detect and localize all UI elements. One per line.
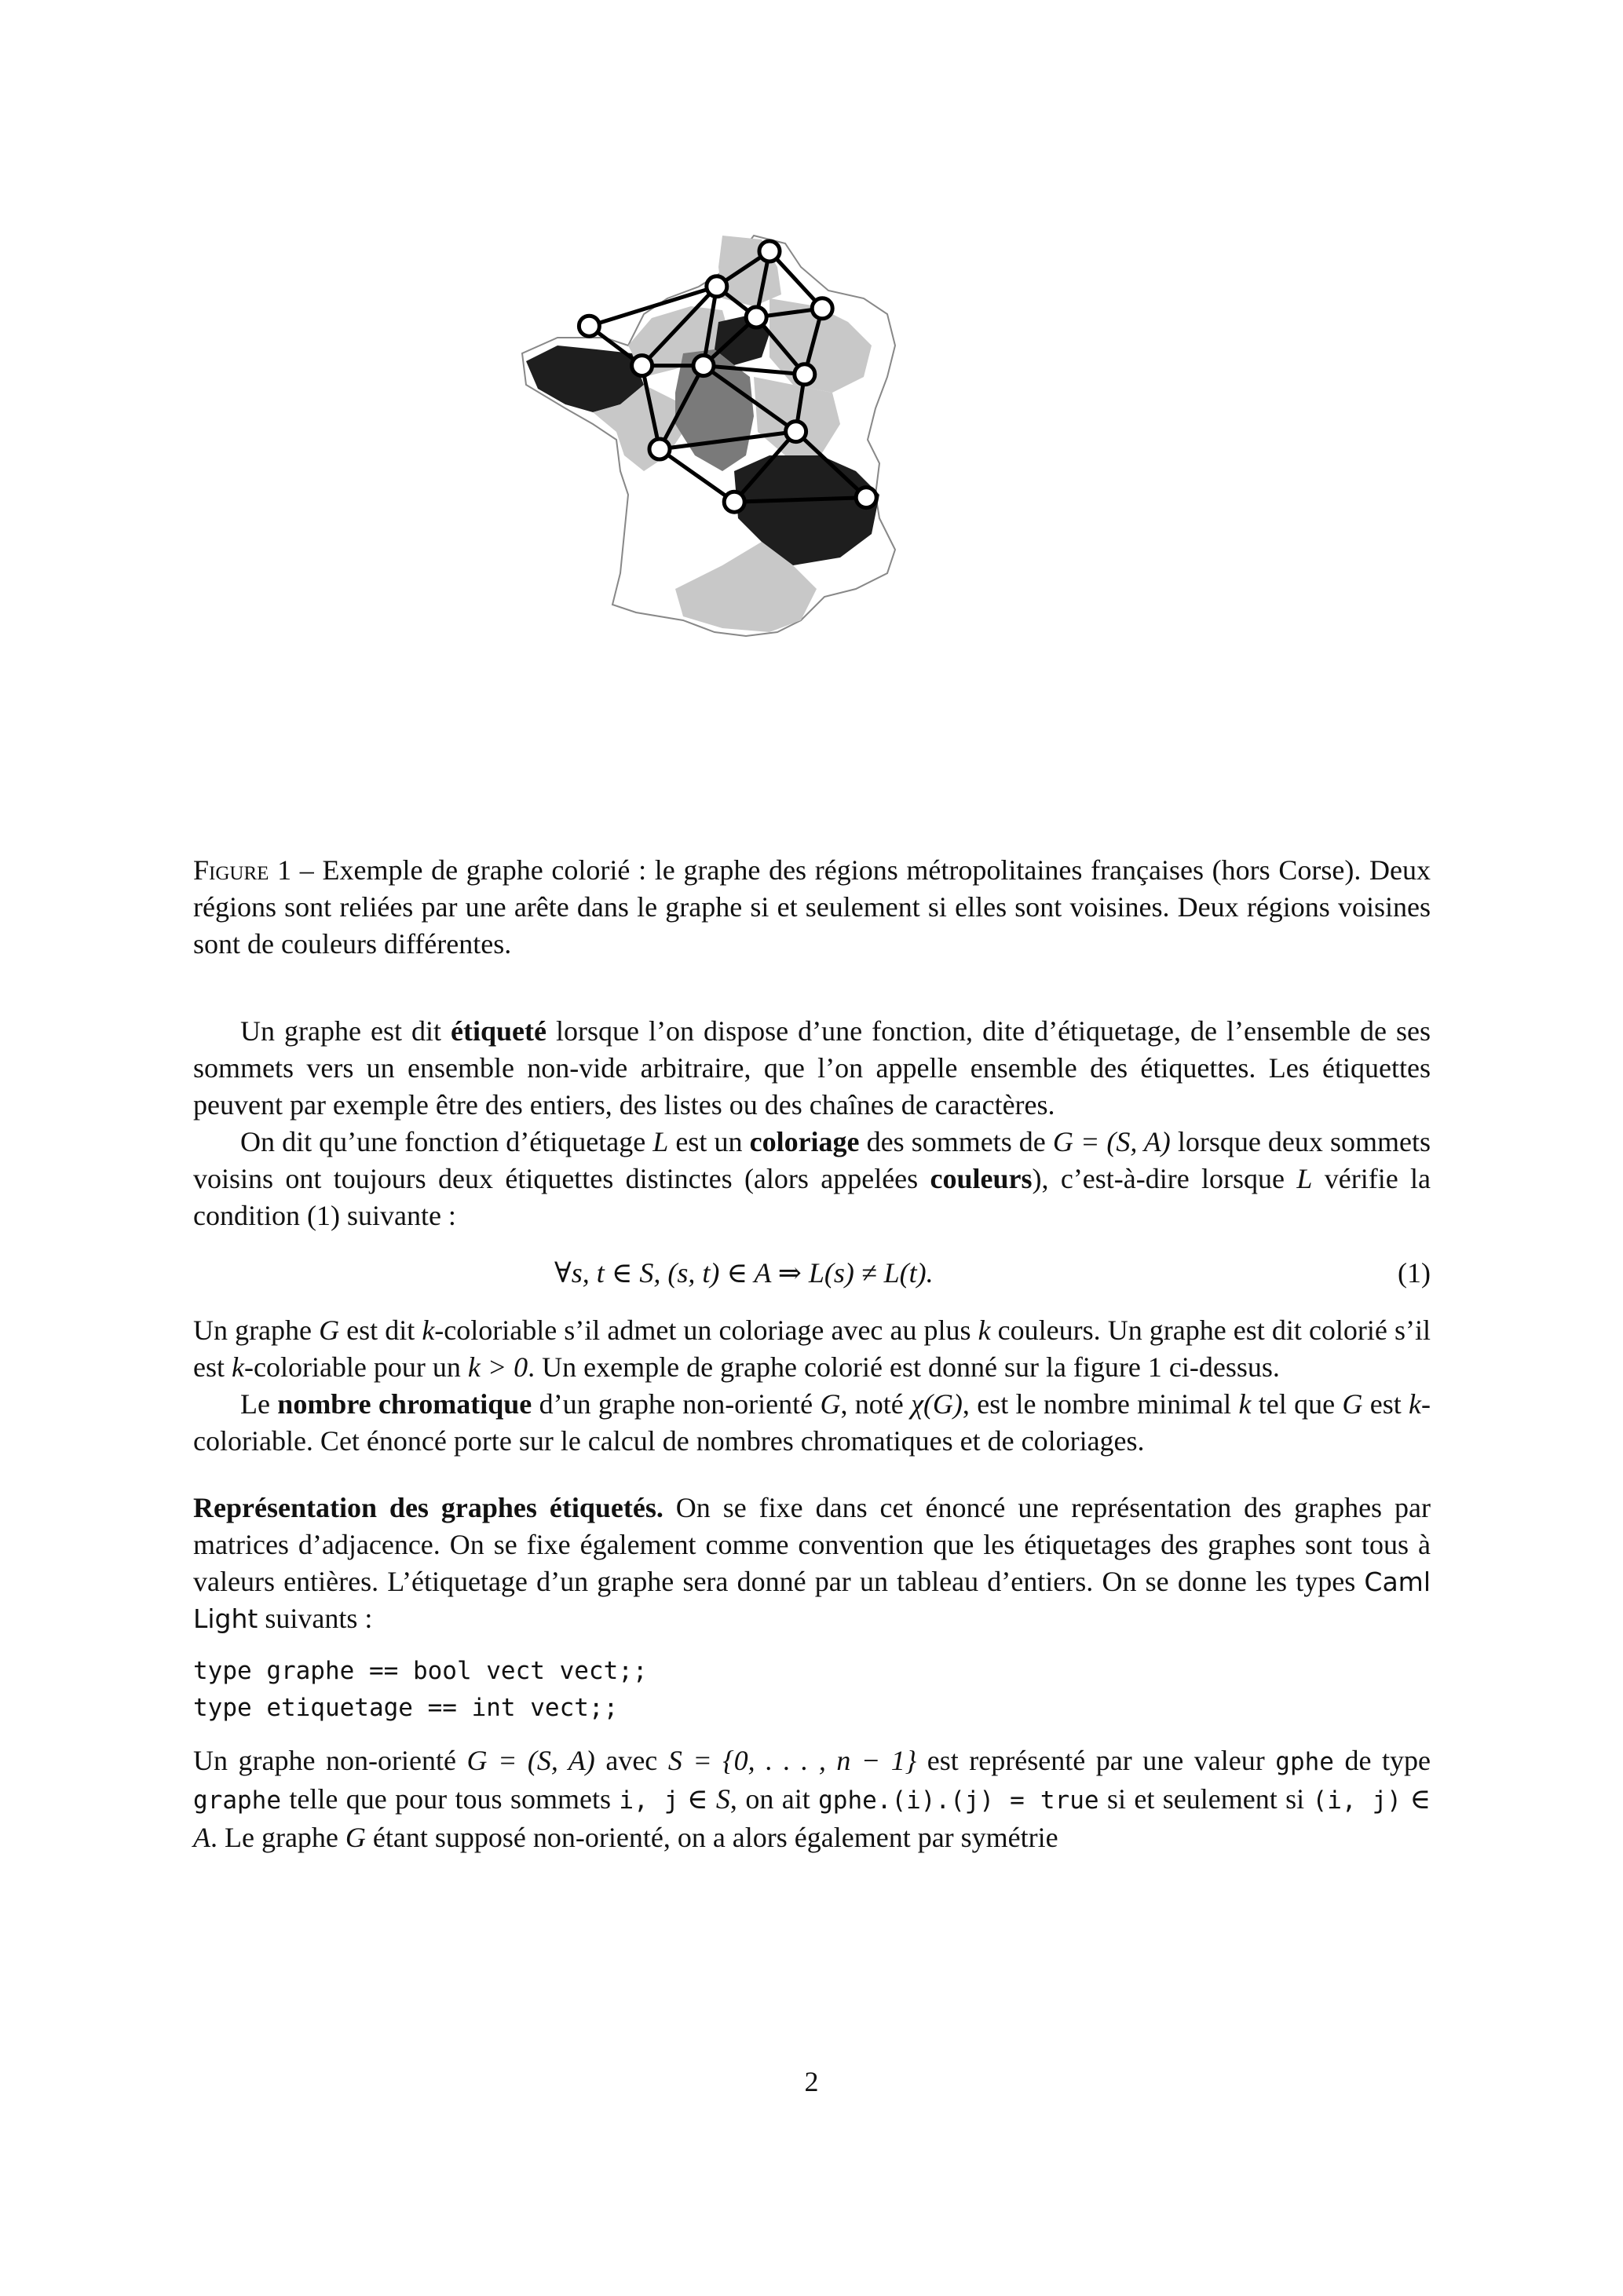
text-run: -coloriable. Cet énoncé porte sur le calcul de nombres chromatiques et de coloriages. [193, 1388, 1431, 1457]
text-run: -coloriable pour un [243, 1351, 468, 1383]
graph-node [812, 298, 832, 319]
language-name: Caml Light [193, 1567, 1431, 1634]
graph-node [759, 241, 780, 261]
text-run: est dit [339, 1314, 422, 1346]
text-run: . Le graphe [210, 1822, 345, 1853]
text-run: On se fixe dans cet énoncé une représentation des graphes par matrices d’adjacence. On se fixe également comme convention que les étiquetages des graphes sont tous à valeurs entières. L’étiquetage d’un graphe sera donné par un tableau d’entiers. On se donne les types [193, 1492, 1431, 1597]
text-run: , noté [840, 1388, 912, 1420]
math-chi: χ(G) [911, 1388, 963, 1420]
text-run: ∈ [678, 1783, 716, 1815]
math-G: G [319, 1314, 340, 1346]
graph-node [786, 422, 806, 442]
graph-node [579, 316, 599, 336]
text-run: tel que [1251, 1388, 1343, 1420]
bold-term-nombre-chromatique: nombre chromatique [277, 1388, 532, 1420]
math-k: k [232, 1351, 244, 1383]
text-run: vérifie la condition (1) suivante : [193, 1163, 1431, 1231]
text-run: des sommets de [859, 1126, 1053, 1157]
code-pair: (i, j) [1312, 1786, 1402, 1815]
text-run: Un graphe est dit [240, 1015, 451, 1047]
text-run: est [1362, 1388, 1409, 1420]
code-ij: i, j [619, 1786, 679, 1815]
france-map-graph [518, 220, 1036, 738]
text-run: étant supposé non-orienté, on a alors également par symétrie [365, 1822, 1058, 1853]
text-run: On dit qu’une fonction d’étiquetage [240, 1126, 653, 1157]
body-text [193, 1013, 1431, 1856]
paragraph-nombre-chromatique [193, 1386, 1431, 1460]
text-run: suivants : [258, 1603, 373, 1634]
text-run: ∈ [1401, 1783, 1431, 1815]
text-run: ), c’est-à-dire lorsque [1032, 1163, 1297, 1194]
text-run: d’un graphe non-orienté [532, 1388, 821, 1420]
section-title: Représentation des graphes étiquetés. [193, 1492, 663, 1523]
text-run: est un [668, 1126, 750, 1157]
math-G: G [820, 1388, 841, 1420]
graph-node [707, 276, 727, 297]
text-run: si et seulement si [1098, 1783, 1313, 1815]
text-run: avec [594, 1745, 668, 1776]
math-k: k [978, 1314, 991, 1346]
paragraph-etiquete [193, 1013, 1431, 1124]
bold-term-couleurs: couleurs [930, 1163, 1033, 1194]
text-run: de type [1333, 1745, 1431, 1776]
math-G: G [1342, 1388, 1363, 1420]
math-k-positive: k > 0 [467, 1351, 528, 1383]
math-S-set: S = {0, . . . , n − 1} [667, 1745, 917, 1776]
figure-label: Figure 1 [193, 854, 292, 886]
figure-caption [193, 852, 1431, 963]
paragraph-representation [193, 1742, 1431, 1856]
graph-node [795, 364, 815, 385]
text-run: couleurs. Un graphe est dit colorié s’il est [193, 1314, 1431, 1383]
text-run: Un graphe [193, 1314, 320, 1346]
equation-1 [193, 1255, 1431, 1292]
equation-text: ∀s, t ∈ S, (s, t) ∈ A ⇒ L(s) ≠ L(t). [554, 1257, 934, 1289]
math-A: A [193, 1822, 210, 1853]
graph-node [724, 492, 744, 512]
graph-node [632, 356, 652, 376]
page-number: 2 [804, 2066, 819, 2097]
code-graphe: graphe [193, 1786, 281, 1815]
france-regions-graph-figure [518, 220, 1036, 738]
graph-node [649, 439, 670, 459]
paragraph-coloriage [193, 1124, 1431, 1234]
math-k: k [1238, 1388, 1252, 1420]
bold-term-coloriage: coloriage [749, 1126, 860, 1157]
text-run: telle que pour tous sommets [280, 1783, 620, 1815]
text-run: est représenté par une valeur [916, 1745, 1276, 1776]
graph-node [856, 488, 876, 508]
figure-caption-text: – Exemple de graphe colorié : le graphe des régions métropolitaines françaises (hors Corse). Deux régions sont reliées par une arête dans le graphe si et seulement si elles sont voisines. Deux régions voisines sont de couleurs différentes. [193, 854, 1431, 960]
bold-term-etiquete: étiqueté [451, 1015, 547, 1047]
text-run: , on ait [729, 1783, 819, 1815]
section-spacer [193, 1460, 1431, 1490]
math-S: S [715, 1783, 730, 1815]
math-k: k [422, 1314, 435, 1346]
math-L: L [652, 1126, 669, 1157]
text-run: lorsque deux sommets voisins ont toujours deux étiquettes distinctes (alors appelées [193, 1126, 1431, 1194]
paragraph-k-coloriable [193, 1312, 1431, 1386]
text-run: . Un exemple de graphe colorié est donné sur la figure 1 ci-dessus. [528, 1351, 1280, 1383]
math-G: G = (S, A) [466, 1745, 595, 1776]
math-k: k [1409, 1388, 1422, 1420]
text-run: Un graphe non-orienté [193, 1745, 467, 1776]
graph-node [693, 356, 714, 376]
section-representation [193, 1490, 1431, 1637]
equation-number: (1) [1398, 1257, 1431, 1289]
code-gphe: gphe [1275, 1748, 1334, 1776]
graph-node [746, 307, 766, 327]
math-G: G = (S, A) [1052, 1126, 1171, 1157]
code-block-types: type graphe == bool vect vect;; type etiquetage == int vect;; [193, 1657, 648, 1722]
math-G: G [345, 1822, 366, 1853]
text-run: Le [240, 1388, 278, 1420]
text-run: , est le nombre minimal [962, 1388, 1239, 1420]
text-run: lorsque l’on dispose d’une fonction, dite d’étiquetage, de l’ensemble de ses sommets vers un ensemble non-vide arbitraire, que l’on appelle ensemble des étiquettes. Les étiquettes peuvent par exemple être des entiers, des listes ou des chaînes de caractères. [193, 1015, 1431, 1121]
math-L: L [1296, 1163, 1313, 1194]
code-expression: gphe.(i).(j) = true [818, 1786, 1099, 1815]
text-run: -coloriable s’il admet un coloriage avec au plus [434, 1314, 978, 1346]
